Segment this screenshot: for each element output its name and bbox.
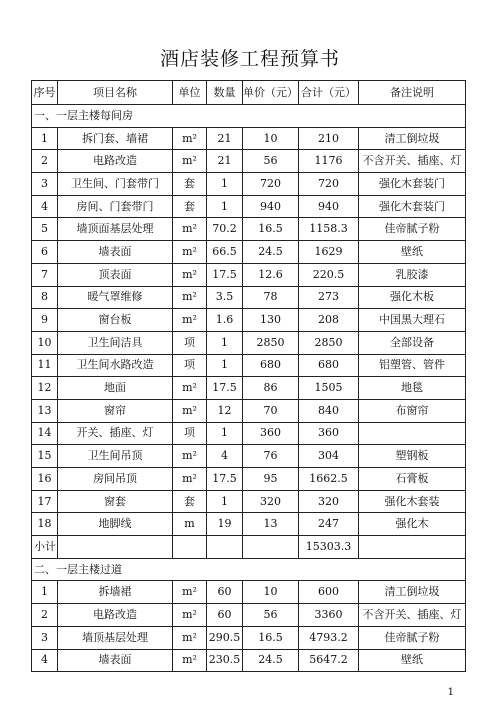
table-cell: 1 [207,173,243,196]
table-cell: 16.5 [243,218,299,241]
table-row [32,218,466,241]
table-row [32,331,466,354]
table-cell: 70 [243,399,299,422]
table-cell: 24.5 [243,649,299,672]
table-cell: 窗套 [58,490,173,513]
table-cell: m² [173,127,207,150]
table-cell: m² [173,150,207,173]
table-cell: 1 [207,490,243,513]
table-cell: 窗台板 [58,309,173,332]
table-cell: 2 [32,604,58,627]
table-cell: m² [173,468,207,491]
page-number: 1 [447,687,454,698]
table-cell: m² [173,263,207,286]
table-cell: 1 [207,354,243,377]
table-cell: 290.5 [207,626,243,649]
table-cell: 项 [173,422,207,445]
table-cell: 不含开关、插座、灯 [359,604,466,627]
column-header: 单位 [173,81,207,105]
table-cell: 开关、插座、灯 [58,422,173,445]
table-cell: 顶表面 [58,263,173,286]
table-cell: 273 [299,286,359,309]
table-row [32,649,466,672]
table-cell: 720 [243,173,299,196]
table-cell: 中国黑大理石 [359,309,466,332]
table-cell: 70.2 [207,218,243,241]
table-row [32,581,466,604]
table-cell [243,536,299,559]
table-cell: m² [173,399,207,422]
table-cell: 3 [32,173,58,196]
table-cell: 地脚线 [58,513,173,536]
table-cell: 套 [173,490,207,513]
table-row [32,286,466,309]
table-cell: 10 [243,127,299,150]
table-cell: 60 [207,604,243,627]
table-header-row [32,81,466,105]
table-row [32,127,466,150]
document-title: 酒店装修工程预算书 [159,48,340,70]
column-header: 单价（元） [243,81,299,105]
table-cell: 95 [243,468,299,491]
table-cell: 墙表面 [58,649,173,672]
table-cell: 320 [243,490,299,513]
table-cell: 940 [299,195,359,218]
table-cell: 1 [207,195,243,218]
table-cell: 78 [243,286,299,309]
column-header: 合计（元） [299,81,359,105]
table-cell: m [173,513,207,536]
table-cell: 13 [243,513,299,536]
table-cell: 10 [243,581,299,604]
table-cell: 60 [207,581,243,604]
table-cell: m² [173,649,207,672]
table-cell: 360 [243,422,299,445]
table-cell: 1 [32,581,58,604]
table-cell: 17 [32,490,58,513]
subtotal-label: 小计 [32,536,58,559]
table-cell: 247 [299,513,359,536]
section-heading-row [32,105,466,128]
table-cell: 墙顶基层处理 [58,626,173,649]
table-cell: 17.5 [207,377,243,400]
table-cell: 清工倒垃圾 [359,127,466,150]
table-cell: m² [173,241,207,264]
table-cell: 12 [207,399,243,422]
table-cell: 拆门套、墙裙 [58,127,173,150]
table-cell: 56 [243,604,299,627]
table-row [32,377,466,400]
table-cell: 16.5 [243,626,299,649]
table-row [32,468,466,491]
table-cell: 壁纸 [359,241,466,264]
table-cell: 3 [32,626,58,649]
table-cell: 680 [243,354,299,377]
table-cell: 1 [207,422,243,445]
table-cell: 房间、门套带门 [58,195,173,218]
table-cell: 全部设备 [359,331,466,354]
table-cell: 21 [207,127,243,150]
table-cell: 66.5 [207,241,243,264]
table-cell: 1505 [299,377,359,400]
table-cell: 佳帝腻子粉 [359,218,466,241]
table-cell: m² [173,377,207,400]
table-cell: m² [173,581,207,604]
table-cell: 840 [299,399,359,422]
table-cell [58,536,173,559]
table-cell: 佳帝腻子粉 [359,626,466,649]
table-cell: 208 [299,309,359,332]
table-cell: 清工倒垃圾 [359,581,466,604]
table-row [32,604,466,627]
table-cell: 56 [243,150,299,173]
table-cell: 86 [243,377,299,400]
table-cell: 强化木套装 [359,490,466,513]
table-cell: 不含开关、插座、灯 [359,150,466,173]
table-cell: 地面 [58,377,173,400]
table-cell: 4 [32,195,58,218]
table-cell: 12.6 [243,263,299,286]
table-row [32,263,466,286]
table-cell: 石膏板 [359,468,466,491]
table-cell: 墙顶面基层处理 [58,218,173,241]
table-cell: 2850 [299,331,359,354]
table-cell: 1 [32,127,58,150]
table-cell: 304 [299,445,359,468]
table-cell: 3360 [299,604,359,627]
table-cell: 电路改造 [58,150,173,173]
table-cell: 360 [299,422,359,445]
table-cell: 卫生间、门套带门 [58,173,173,196]
table-cell: 220.5 [299,263,359,286]
table-cell: m² [173,309,207,332]
table-row [32,513,466,536]
table-cell: 1176 [299,150,359,173]
table-cell [207,536,243,559]
table-cell: m² [173,286,207,309]
table-cell: 项 [173,331,207,354]
table-cell: 铝塑管、管件 [359,354,466,377]
table-row [32,445,466,468]
table-cell: 塑钢板 [359,445,466,468]
table-cell: 强化木板 [359,286,466,309]
table-cell: 24.5 [243,241,299,264]
table-cell: 21 [207,150,243,173]
table-cell: 强化木 [359,513,466,536]
table-row [32,195,466,218]
table-row [32,173,466,196]
table-row [32,490,466,513]
table-cell: m² [173,604,207,627]
table-cell: 暖气罩维修 [58,286,173,309]
table-cell: 14 [32,422,58,445]
table-cell: m² [173,445,207,468]
table-cell: 6 [32,241,58,264]
table-row [32,422,466,445]
table-cell: 11 [32,354,58,377]
table-cell: 1662.5 [299,468,359,491]
subtotal-value: 15303.3 [299,536,359,559]
table-cell: 套 [173,195,207,218]
table-cell: 套 [173,173,207,196]
table-cell: 2 [32,150,58,173]
table-cell: 2850 [243,331,299,354]
table-cell: 4793.2 [299,626,359,649]
table-cell: 13 [32,399,58,422]
table-cell: 18 [32,513,58,536]
table-cell: 1629 [299,241,359,264]
table-cell: 76 [243,445,299,468]
table-cell: 10 [32,331,58,354]
table-row [32,626,466,649]
table-cell: m² [173,626,207,649]
table-cell: 940 [243,195,299,218]
table-cell: 3.5 [207,286,243,309]
column-header: 项目名称 [58,81,173,105]
subtotal-row [32,536,466,559]
table-cell: 乳胶漆 [359,263,466,286]
table-row [32,150,466,173]
table-cell: 1.6 [207,309,243,332]
table-cell: 17.5 [207,263,243,286]
table-row [32,354,466,377]
column-header: 序号 [32,81,58,105]
column-header: 数量 [207,81,243,105]
table-cell: 19 [207,513,243,536]
table-cell: 12 [32,377,58,400]
table-cell: 窗帘 [58,399,173,422]
table-cell: 680 [299,354,359,377]
table-cell: 8 [32,286,58,309]
table-cell [359,536,466,559]
table-cell: 电路改造 [58,604,173,627]
table-cell: 项 [173,354,207,377]
section-heading: 二、一层主楼过道 [32,558,466,581]
table-cell: 4 [207,445,243,468]
table-row [32,241,466,264]
table-cell: 强化木套装门 [359,173,466,196]
table-cell: 230.5 [207,649,243,672]
table-row [32,309,466,332]
table-cell: 1 [207,331,243,354]
table-cell: 4 [32,649,58,672]
table-cell: 房间吊顶 [58,468,173,491]
table-cell: 拆墙裙 [58,581,173,604]
table-cell: 600 [299,581,359,604]
table-cell: 5647.2 [299,649,359,672]
section-heading: 一、一层主楼每间房 [32,105,466,128]
table-cell [359,422,466,445]
table-cell: 墙表面 [58,241,173,264]
table-cell: m² [173,218,207,241]
table-cell: 卫生间水路改造 [58,354,173,377]
table-cell: 7 [32,263,58,286]
table-row [32,399,466,422]
table-cell: 15 [32,445,58,468]
table-cell: 布窗帘 [359,399,466,422]
table-cell: 9 [32,309,58,332]
table-cell: 17.5 [207,468,243,491]
table-cell: 卫生间吊顶 [58,445,173,468]
table-cell: 1158.3 [299,218,359,241]
table-cell: 320 [299,490,359,513]
table-cell: 强化木套装门 [359,195,466,218]
table-cell: 16 [32,468,58,491]
table-cell: 壁纸 [359,649,466,672]
table-cell: 720 [299,173,359,196]
budget-table [31,80,466,672]
table-cell: 210 [299,127,359,150]
section-heading-row [32,558,466,581]
table-cell: 地毯 [359,377,466,400]
column-header: 备注说明 [359,81,466,105]
table-cell: 130 [243,309,299,332]
table-cell [173,536,207,559]
table-cell: 卫生间洁具 [58,331,173,354]
table-cell: 5 [32,218,58,241]
